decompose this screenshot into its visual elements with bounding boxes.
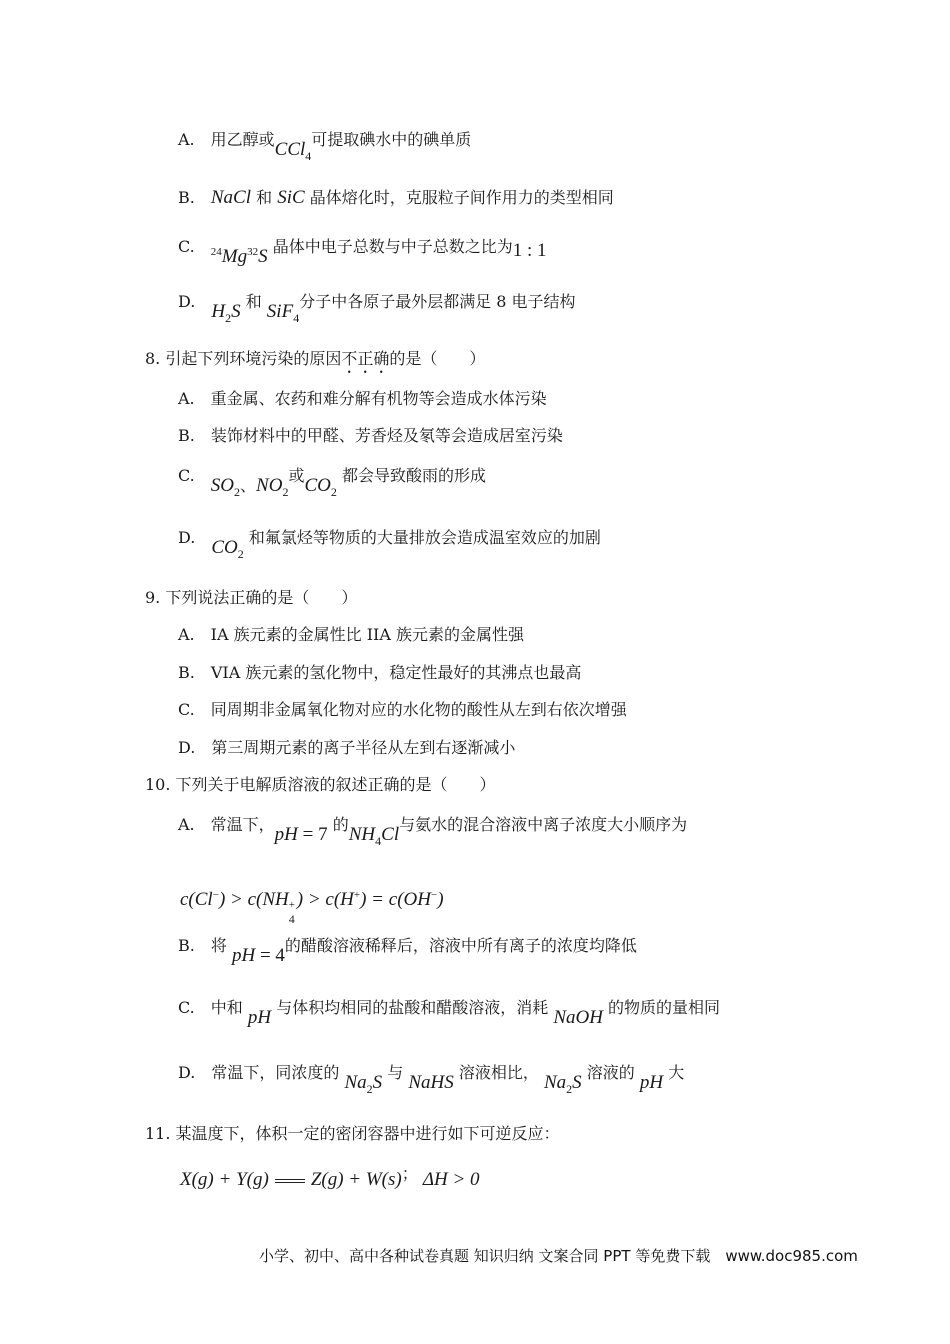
- q7-option-b: B. NaCl 和 SiC 晶体熔化时，克服粒子间作用力的类型相同: [178, 187, 614, 208]
- q9-stem: 9. 下列说法正确的是（ ）: [145, 588, 358, 607]
- q7-option-d: D. $H_2S$ 和 SiF$_4$分子中各原子最外层都满足 8 电子结构: [178, 292, 576, 325]
- q8-stem: 8. 引起下列环境污染的原因不正确的是（ ）: [145, 349, 486, 368]
- q8-option-c: C. $SO_2$、$NO_2$或$CO_2$ 都会导致酸雨的形成: [178, 466, 486, 499]
- q8-option-a: A. 重金属、农药和难分解有机物等会造成水体污染: [178, 389, 547, 408]
- q8-option-b: B. 装饰材料中的甲醛、芳香烃及氡等会造成居室污染: [178, 426, 563, 445]
- q7-option-a: A. 用乙醇或CCl$_4$可提取碘水中的碘单质: [178, 130, 472, 163]
- q10-stem: 10. 下列关于电解质溶液的叙述正确的是（ ）: [145, 775, 496, 794]
- q10-option-d: D. 常温下，同浓度的 $Na_2S$ 与 NaHS 溶液相比， $Na_2S$ 溶液的 pH 大: [178, 1063, 685, 1096]
- emphasis-dots: 不正确: [341, 349, 390, 368]
- page-footer: 小学、初中、高中各种试卷真题 知识归纳 文案合同 PPT 等免费下载 www.doc985.com: [259, 1247, 858, 1265]
- q11-stem: 11. 某温度下，体积一定的密闭容器中进行如下可逆反应：: [145, 1124, 560, 1143]
- q7-option-c: C. $^{24}$Mg$^{32}$S 晶体中电子总数与中子总数之比为1 : 1: [178, 237, 547, 267]
- q11-equation: X(g) + Y(g) Z(g) + W(s)； ΔH > 0: [180, 1164, 480, 1190]
- q9-option-a: A. IA 族元素的金属性比 IIA 族元素的金属性强: [178, 625, 524, 644]
- q8-option-d: D. $CO_2$ 和氟氯烃等物质的大量排放会造成温室效应的加剧: [178, 528, 601, 561]
- q9-option-d: D. 第三周期元素的离子半径从左到右逐渐减小: [178, 738, 516, 757]
- q10-option-c: C. 中和 pH 与体积均相同的盐酸和醋酸溶液，消耗 NaOH 的物质的量相同: [178, 998, 721, 1028]
- q9-option-c: C. 同周期非金属氧化物对应的水化物的酸性从左到右依次增强: [178, 700, 627, 719]
- q10-option-a-expression: c(Cl−) > c(NH + 4 ) > c(H+) = c(OH−): [180, 889, 444, 926]
- q10-option-a: A. 常温下，pH = 7 的$NH_4Cl$与氨水的混合溶液中离子浓度大小顺序为: [178, 815, 688, 848]
- q10-option-b: B. 将 pH = 4的醋酸溶液稀释后，溶液中所有离子的浓度均降低: [178, 936, 637, 966]
- q9-option-b: B. VIA 族元素的氢化物中，稳定性最好的其沸点也最高: [178, 663, 582, 682]
